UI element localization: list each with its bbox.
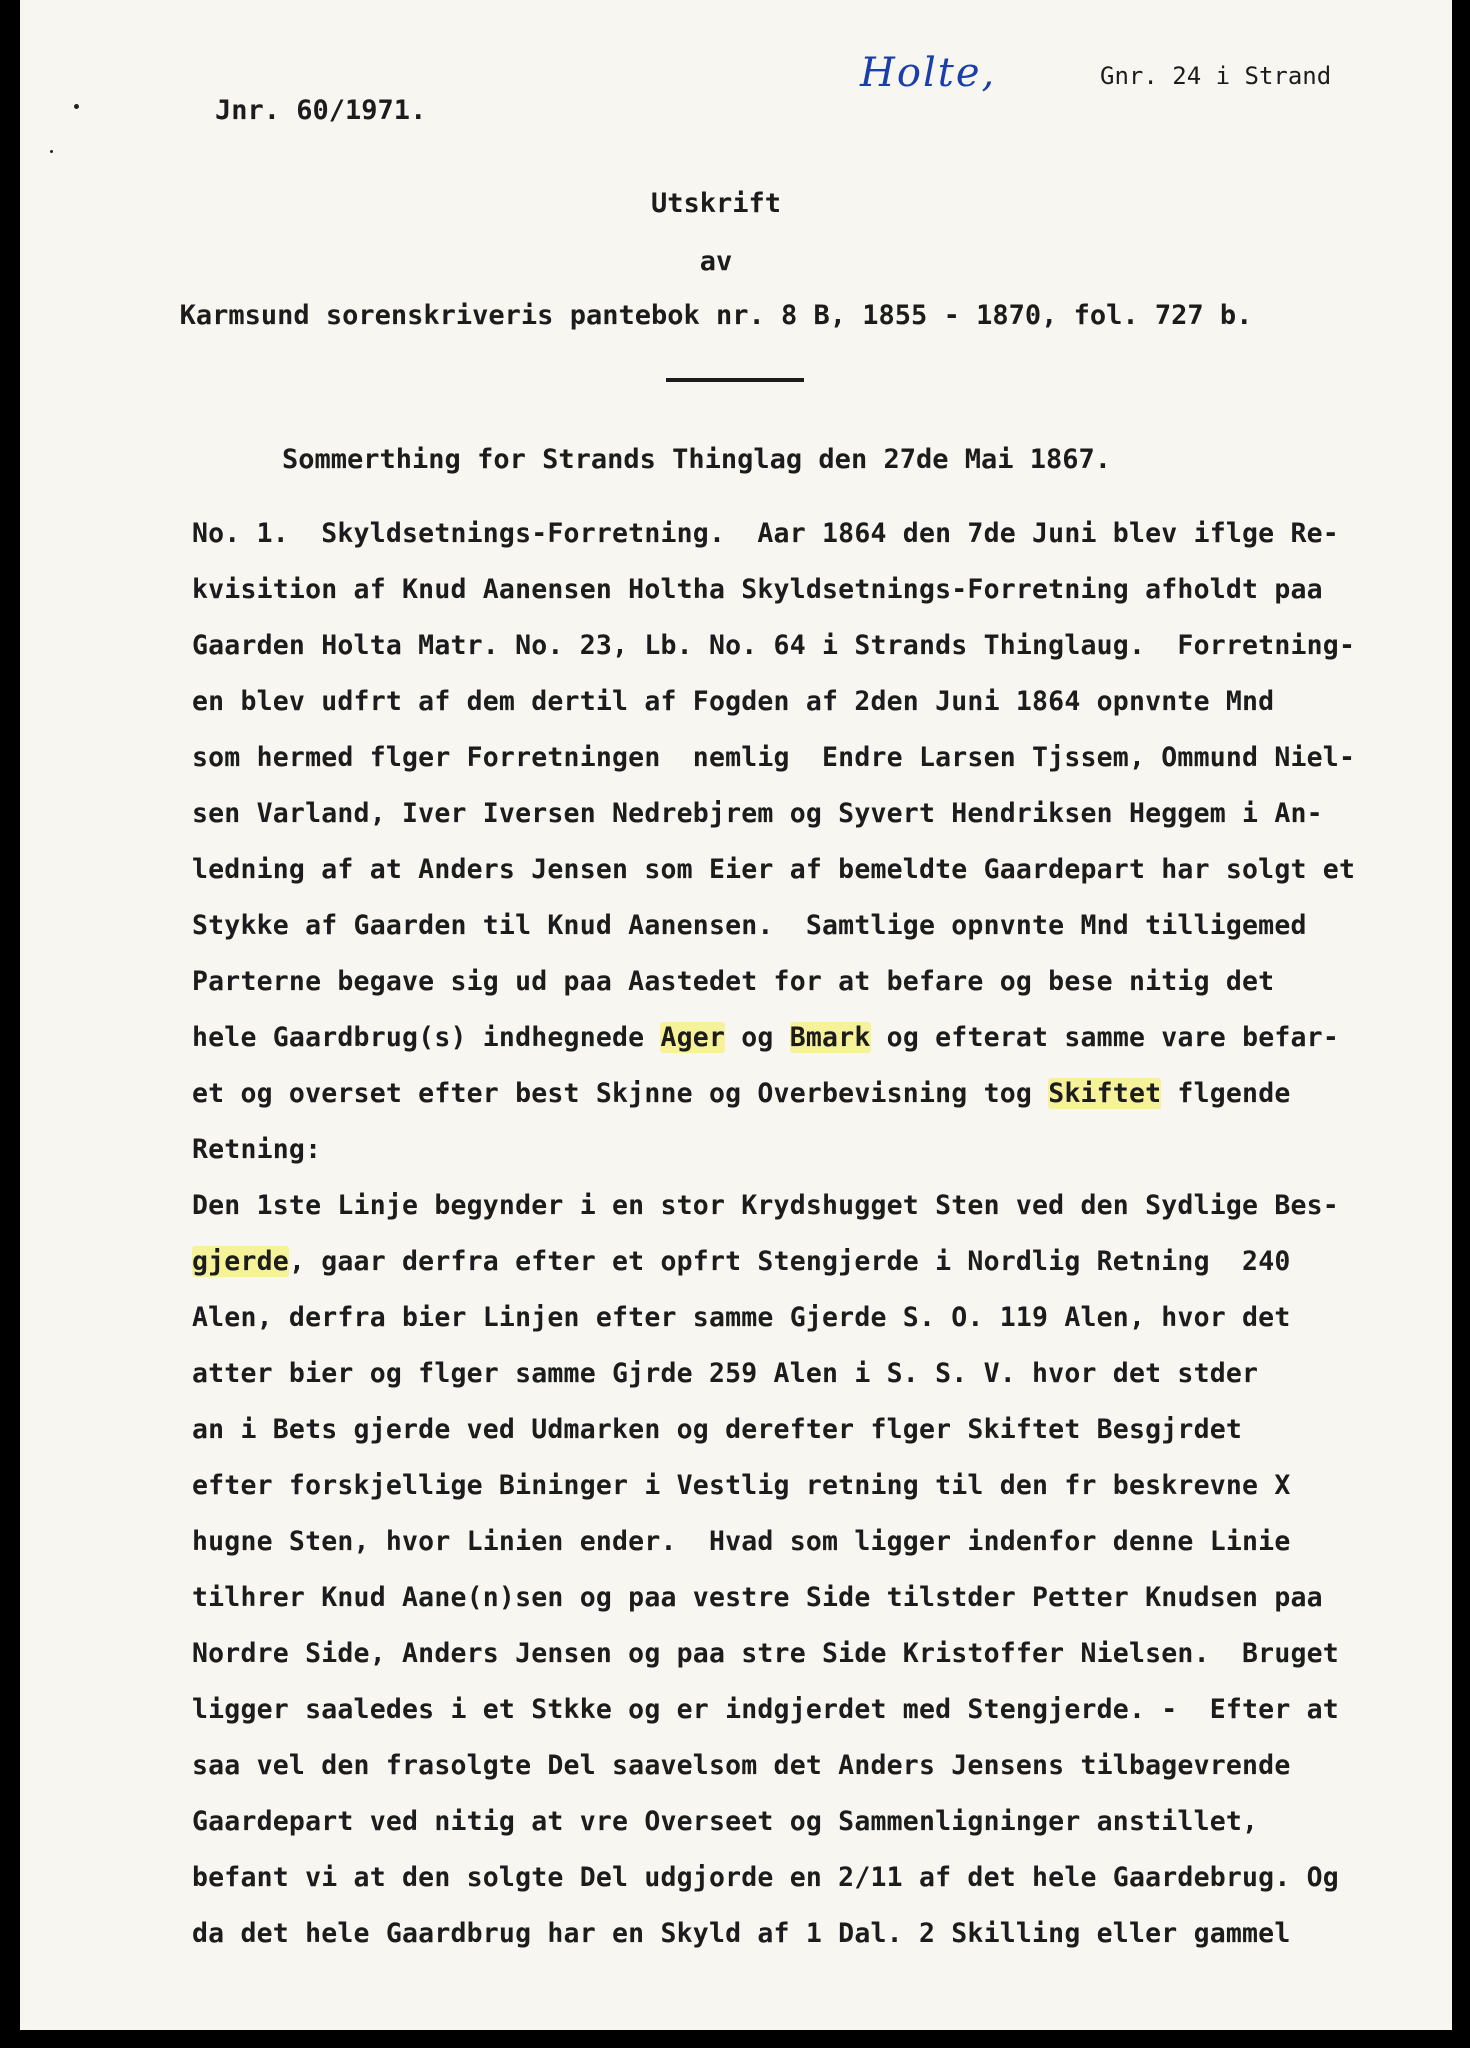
journal-number: Jnr. 60/1971. — [215, 95, 427, 126]
text-line: befant vi at den solgte Del udgjorde en 2/11 af det hele Gaardebrug. Og — [192, 1862, 1339, 1893]
text-line — [192, 1242, 1432, 1298]
text-line: Stykke af Gaarden til Knud Aanensen. Samtlige opnvnte Mnd tilligemed — [192, 910, 1307, 941]
text-segment: flgende — [1161, 1078, 1291, 1109]
margin-dot — [74, 104, 79, 109]
scan-border — [0, 2030, 1470, 2048]
session-heading: Sommerthing for Strands Thinglag den 27de Mai 1867. — [282, 444, 1112, 475]
text-line: som hermed flger Forretningen nemlig Endre Larsen Tjssem, Ommund Niel- — [192, 742, 1356, 773]
text-line: atter bier og flger samme Gjrde 259 Alen i S. S. V. hvor det stder — [192, 1358, 1259, 1389]
highlighted-word: Ager — [660, 1022, 726, 1053]
text-line — [192, 1018, 1432, 1074]
text-line: sen Varland, Iver Iversen Nedrebjrem og Syvert Hendriksen Heggem i An- — [192, 798, 1323, 829]
text-line: an i Bets gjerde ved Udmarken og derefter flger Skiftet Besgjrdet — [192, 1414, 1243, 1445]
body-text — [192, 514, 1432, 1970]
margin-dot — [50, 150, 53, 153]
text-segment: et og overset efter best Skjnne og Overbevisning tog — [192, 1078, 1049, 1109]
handwritten-note: Holte, — [860, 50, 997, 96]
title-connector: av — [699, 246, 733, 277]
text-segment: hele Gaardbrug(s) indhegnede — [192, 1022, 661, 1053]
text-line: ledning af at Anders Jensen som Eier af bemeldte Gaardepart har solgt et — [192, 854, 1356, 885]
text-line: saa vel den frasolgte Del saavelsom det Anders Jensens tilbagevrende — [192, 1750, 1291, 1781]
text-line: Nordre Side, Anders Jensen og paa stre Side Kristoffer Nielsen. Bruget — [192, 1638, 1339, 1669]
text-segment: og — [725, 1022, 790, 1053]
text-segment: , gaar derfra efter et opfrt Stengjerde i Nordlig Retning 240 — [288, 1246, 1291, 1277]
farm-number: Gnr. 24 i Strand — [1100, 62, 1332, 90]
text-line: Gaardepart ved nitig at vre Overseet og Sammenligninger anstillet, — [192, 1806, 1259, 1837]
text-line: en blev udfrt af dem dertil af Fogden af 2den Juni 1864 opnvnte Mnd — [192, 686, 1275, 717]
highlighted-word: Bmark — [789, 1022, 871, 1053]
text-line: tilhrer Knud Aane(n)sen og paa vestre Side tilstder Petter Knudsen paa — [192, 1582, 1323, 1613]
text-line: Alen, derfra bier Linjen efter samme Gjerde S. O. 119 Alen, hvor det — [192, 1302, 1291, 1333]
source-reference: Karmsund sorenskriveris pantebok nr. 8 B, 1855 - 1870, fol. 727 b. — [179, 300, 1253, 331]
text-line: kvisition af Knud Aanensen Holtha Skyldsetnings-Forretning afholdt paa — [192, 574, 1323, 605]
text-line — [192, 1074, 1432, 1130]
text-line: Retning: — [192, 1134, 322, 1165]
text-line: Parterne begave sig ud paa Aastedet for at befare og bese nitig det — [192, 966, 1275, 997]
text-line: Den 1ste Linje begynder i en stor Krydshugget Sten ved den Sydlige Bes- — [192, 1190, 1339, 1221]
highlighted-word: gjerde — [192, 1246, 289, 1277]
highlighted-word: Skiftet — [1048, 1078, 1162, 1109]
text-line: da det hele Gaardbrug har en Skyld af 1 Dal. 2 Skilling eller gammel — [192, 1918, 1291, 1949]
document-page — [20, 0, 1452, 2048]
divider-rule — [666, 378, 804, 382]
text-line: No. 1. Skyldsetnings-Forretning. Aar 1864 den 7de Juni blev iflge Re- — [192, 518, 1339, 549]
document-title: Utskrift — [650, 188, 782, 219]
text-segment: og efterat samme vare befar- — [870, 1022, 1339, 1053]
text-line: efter forskjellige Bininger i Vestlig retning til den fr beskrevne X — [192, 1470, 1291, 1501]
text-line: Gaarden Holta Matr. No. 23, Lb. No. 64 i Strands Thinglaug. Forretning- — [192, 630, 1356, 661]
text-line: hugne Sten, hvor Linien ender. Hvad som ligger indenfor denne Linie — [192, 1526, 1291, 1557]
text-line: ligger saaledes i et Stkke og er indgjerdet med Stengjerde. - Efter at — [192, 1694, 1339, 1725]
